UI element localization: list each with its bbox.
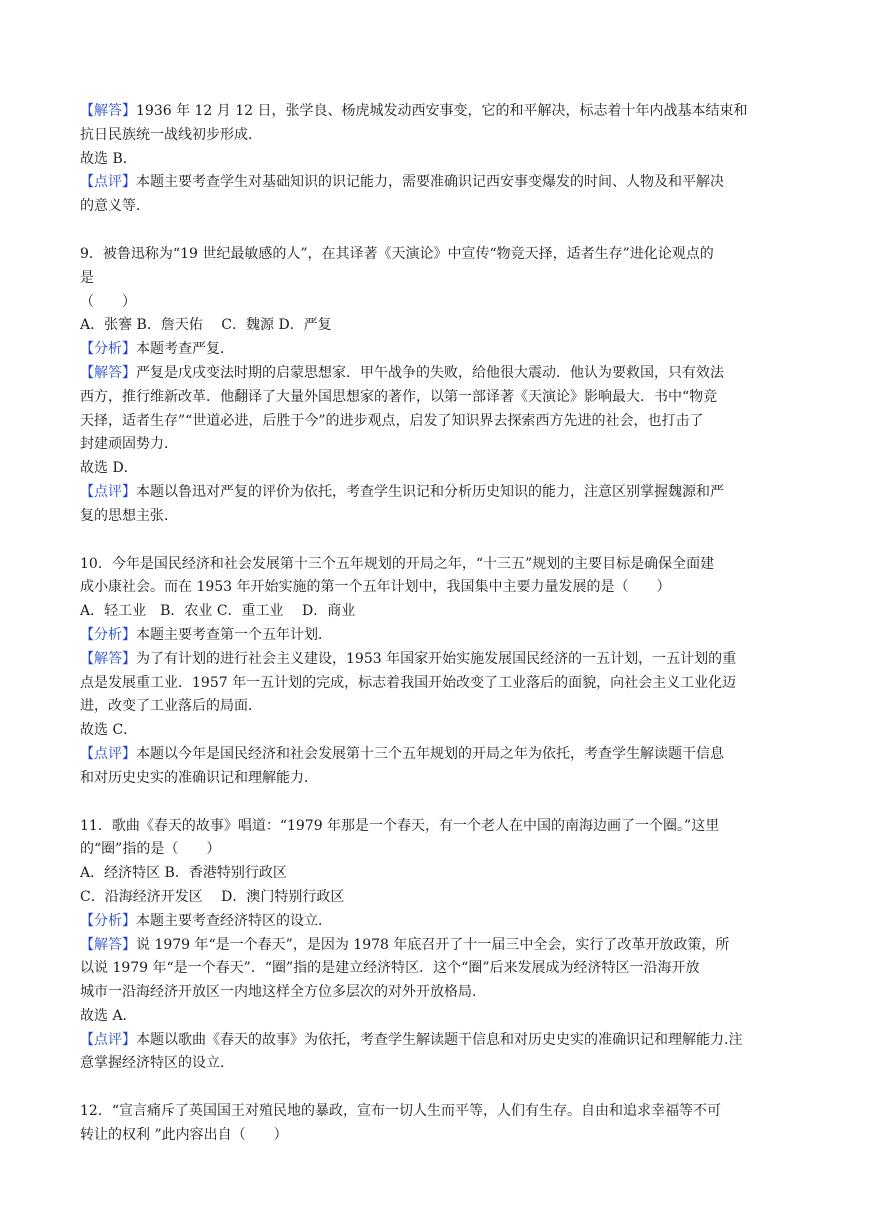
question-stem: 12．“宣言痛斥了英国国王对殖民地的暴政，宣布一切人生而平等，人们有生存。自由和追求幸福等不可 [80,1103,721,1120]
comment-line [80,481,792,505]
answer-line: 城市一沿海经济开放区一内地这样全方位多层次的对外开放格局． [80,984,486,1001]
comment-text: 本题以鲁迅对严复的评价为依托，考查学生识记和分析历史知识的能力，注意区别掌握魏源和严 [136,483,724,500]
answer-text: 严复是戊戌变法时期的启蒙思想家．甲午战争的失败，给他很大震动．他认为要救国，只有效法 [136,364,724,381]
answer-blank: （ ） [80,293,136,310]
question-stem: 的“圈”指的是（ ） [80,841,221,858]
comment-line: 意掌握经济特区的设立. [80,1055,225,1072]
answer-text: 1936 年 12 月 12 日，张学良、杨虎城发动西安事变，它的和平解决，标志着十年内战基本结束和 [136,103,748,119]
analysis-text: 本题主要考查经济特区的设立． [136,912,332,929]
answer-line [80,100,792,124]
question-11 [80,815,792,1077]
comment-tag: 【点评】 [80,745,136,762]
answer-line: 进，改变了工业落后的局面． [80,698,262,715]
spacer [80,1076,792,1100]
choice-line: 故选 B． [80,150,137,167]
analysis-line [80,910,792,934]
comment-line: 复的思想主张． [80,507,178,524]
comment-tag: 【点评】 [80,174,136,191]
answer-text: 为了有计划的进行社会主义建设，1953 年国家开始实施发展国民经济的一五计划，一五计划的重 [136,650,737,667]
spacer [80,529,792,553]
spacer [80,219,792,243]
question-stem: 11．歌曲《春天的故事》唱道：“1979 年那是一个春天，有一个老人在中国的南海边画了一个圈。”这里 [80,817,720,834]
analysis-line [80,338,792,362]
question-options: A．轻工业 B．农业 C．重工业 D．商业 [80,603,356,620]
choice-line: 故选 C． [80,722,138,739]
question-12 [80,1100,792,1148]
answer-line [80,934,792,958]
answer-line: 抗日民族统一战线初步形成． [80,126,262,143]
spacer [80,791,792,815]
question-options: C．沿海经济开发区 D．澳门特别行政区 [80,888,345,905]
question-options: A．张謇 B．詹天佑 C．魏源 D．严复 [80,317,332,334]
question-10 [80,553,792,791]
answer-text: 说 1979 年“是一个春天”，是因为 1978 年底召开了十一届三中全会，实行了改革开放政策，所 [136,936,730,953]
analysis-tag: 【分析】 [80,912,136,929]
answer-line: 天择，适者生存”“世道必进，后胜于今”的进步观点，启发了知识界去探索西方先进的社会，也打击了 [80,412,704,429]
question-9 [80,243,792,529]
choice-line: 故选 A． [80,1007,137,1024]
answer-line [80,648,792,672]
comment-text: 本题以今年是国民经济和社会发展第十三个五年规划的开局之年为依托，考查学生解读题干信息 [136,745,724,762]
comment-line: 的意义等． [80,198,150,215]
question-stem: 是 [80,269,94,286]
answer-tag: 【解答】 [80,936,136,953]
question-options: A．经济特区 B．香港特别行政区 [80,865,287,882]
question-stem: 转让的权利 ”此内容出自（ ） [80,1127,288,1144]
question-stem: 9．被鲁迅称为“19 世纪最敏感的人”，在其译著《天演论》中宣传“物竞天择，适者生存”进化论观点的 [80,245,714,262]
document-content [80,100,792,1148]
answer-line: 封建顽固势力． [80,436,178,453]
analysis-tag: 【分析】 [80,626,136,643]
answer-line: 西方，推行维新改革．他翻译了大量外国思想家的著作，以第一部译著《天演论》影响最大．书中“物竞 [80,388,718,405]
answer-line: 点是发展重工业．1957 年一五计划的完成，标志着我国开始改变了工业落后的面貌，向社会主义工业化迈 [80,674,737,691]
question-8-solution [80,100,792,219]
comment-text: 本题主要考查学生对基础知识的识记能力，需要准确识记西安事变爆发的时间、人物及和平解决 [136,174,724,191]
comment-line [80,171,792,195]
comment-line [80,1029,792,1053]
comment-text: 本题以歌曲《春天的故事》为依托，考查学生解读题干信息和对历史史实的准确识记和理解能力.注 [136,1031,743,1048]
answer-tag: 【解答】 [80,650,136,667]
answer-line: 以说 1979 年“是一个春天”．“圈”指的是建立经济特区．这个“圈”后来发展成为经济特区一沿海开放 [80,960,700,977]
analysis-line [80,624,792,648]
analysis-tag: 【分析】 [80,341,136,358]
answer-tag: 【解答】 [80,103,136,119]
question-stem: 成小康社会。而在 1953 年开始实施的第一个五年计划中，我国集中主要力量发展的是（ ） [80,579,671,596]
comment-line: 和对历史史实的准确识记和理解能力． [80,769,318,786]
question-stem: 10．今年是国民经济和社会发展第十三个五年规划的开局之年，“十三五”规划的主要目标是确保全面建 [80,555,715,572]
analysis-text: 本题考查严复． [136,341,234,358]
comment-line [80,743,792,767]
answer-tag: 【解答】 [80,364,136,381]
answer-line [80,362,792,386]
comment-tag: 【点评】 [80,1031,136,1048]
analysis-text: 本题主要考查第一个五年计划． [136,626,332,643]
choice-line: 故选 D． [80,460,138,477]
comment-tag: 【点评】 [80,483,136,500]
